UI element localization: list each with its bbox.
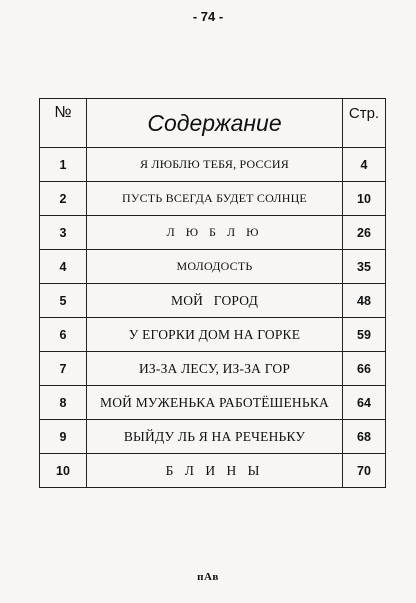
row-title: ИЗ-ЗА ЛЕСУ, ИЗ-ЗА ГОР <box>87 352 343 386</box>
row-number: 6 <box>40 318 87 352</box>
page-number: - 74 - <box>192 9 224 24</box>
row-page: 66 <box>343 352 386 386</box>
row-number: 4 <box>40 250 87 284</box>
table-row <box>40 420 386 454</box>
row-title: МОЙ ГОРОД <box>87 284 343 318</box>
row-title: У ЕГОРКИ ДОМ НА ГОРКЕ <box>87 318 343 352</box>
row-number: 1 <box>40 148 87 182</box>
row-title: МОЛОДОСТЬ <box>87 250 343 284</box>
row-page: 70 <box>343 454 386 488</box>
table-row <box>40 386 386 420</box>
table-row <box>40 284 386 318</box>
table-row <box>40 182 386 216</box>
row-page: 10 <box>343 182 386 216</box>
row-title: Б Л И Н Ы <box>87 454 343 488</box>
row-number: 10 <box>40 454 87 488</box>
publisher-mark: пАв <box>197 571 219 583</box>
toc-header-row <box>40 99 386 148</box>
row-number: 3 <box>40 216 87 250</box>
table-row <box>40 250 386 284</box>
row-number: 7 <box>40 352 87 386</box>
row-page: 48 <box>343 284 386 318</box>
column-header-title: Содержание <box>87 99 343 148</box>
row-page: 35 <box>343 250 386 284</box>
row-title: Л Ю Б Л Ю <box>87 216 343 250</box>
row-title: Я ЛЮБЛЮ ТЕБЯ, РОССИЯ <box>87 148 343 182</box>
column-header-page: Стр. <box>343 99 386 148</box>
table-row <box>40 352 386 386</box>
row-title: МОЙ МУЖЕНЬКА РАБОТЁШЕНЬКА <box>87 386 343 420</box>
row-page: 68 <box>343 420 386 454</box>
row-page: 4 <box>343 148 386 182</box>
table-row <box>40 454 386 488</box>
table-row <box>40 318 386 352</box>
row-number: 8 <box>40 386 87 420</box>
row-title: ПУСТЬ ВСЕГДА БУДЕТ СОЛНЦЕ <box>87 182 343 216</box>
row-page: 59 <box>343 318 386 352</box>
row-number: 5 <box>40 284 87 318</box>
table-of-contents <box>39 98 386 488</box>
row-number: 2 <box>40 182 87 216</box>
column-header-number: № <box>40 99 87 148</box>
row-page: 64 <box>343 386 386 420</box>
row-title: ВЫЙДУ ЛЬ Я НА РЕЧЕНЬКУ <box>87 420 343 454</box>
row-number: 9 <box>40 420 87 454</box>
table-row <box>40 148 386 182</box>
row-page: 26 <box>343 216 386 250</box>
table-row <box>40 216 386 250</box>
